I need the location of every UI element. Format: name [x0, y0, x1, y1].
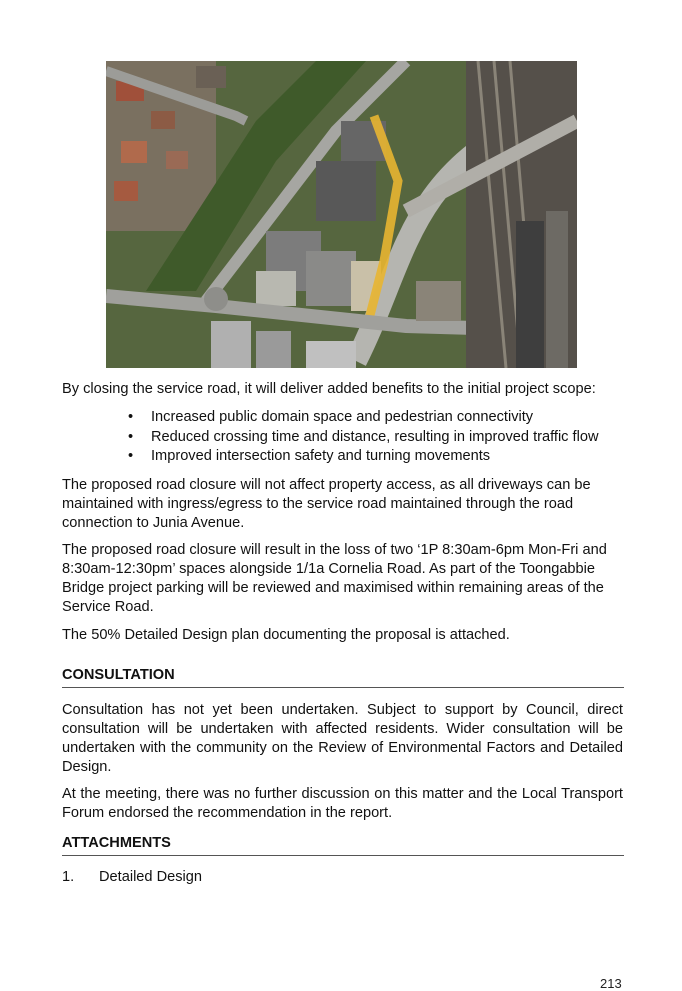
attachment-number: 1. — [62, 869, 75, 885]
parking-paragraph: The proposed road closure will result in the loss of two ‘1P 8:30am-6pm Mon-Fri and 8:30am-12:30pm’ spaces alongside 1/1a Cornelia Road. As part of the Toongabbie Bridge project parking will be reviewed and maximised within remaining areas of the Service Road. — [62, 542, 607, 615]
bullet-icon: • — [128, 409, 134, 425]
attachment-item[interactable] — [62, 868, 202, 887]
page-number: 213 — [600, 976, 622, 991]
design-plan-paragraph: The 50% Detailed Design plan documenting the proposal is attached. — [62, 627, 510, 643]
bullet-icon: • — [128, 448, 134, 464]
consultation-paragraph: Consultation has not yet been undertaken. Subject to support by Council, direct consultation will be undertaken with affected residents. Wider consultation will be undertaken with the community on the Review of Environmental Factors and Detailed Design. — [62, 702, 623, 775]
meeting-paragraph: At the meeting, there was no further discussion on this matter and the Local Transport Forum endorsed the recommendation in the report. — [62, 786, 623, 821]
aerial-photo — [106, 61, 577, 368]
consultation-heading: CONSULTATION — [62, 666, 624, 688]
bullet-icon: • — [128, 428, 134, 445]
attachment-label[interactable]: Detailed Design — [99, 869, 203, 885]
list-item: • Increased public domain space and pedestrian connectivity — [128, 408, 628, 428]
list-item: • Improved intersection safety and turning movements — [128, 447, 628, 467]
intro-paragraph: By closing the service road, it will deliver added benefits to the initial project scope: — [62, 381, 596, 397]
aerial-photo-image — [106, 61, 577, 368]
access-paragraph: The proposed road closure will not affect property access, as all driveways can be maintained with ingress/egress to the service road maintained through the road connection to Junia Avenue. — [62, 477, 591, 531]
list-item: • Reduced crossing time and distance, resulting in improved traffic flow — [128, 428, 628, 448]
benefits-list — [128, 408, 628, 467]
attachments-heading: ATTACHMENTS — [62, 834, 624, 856]
